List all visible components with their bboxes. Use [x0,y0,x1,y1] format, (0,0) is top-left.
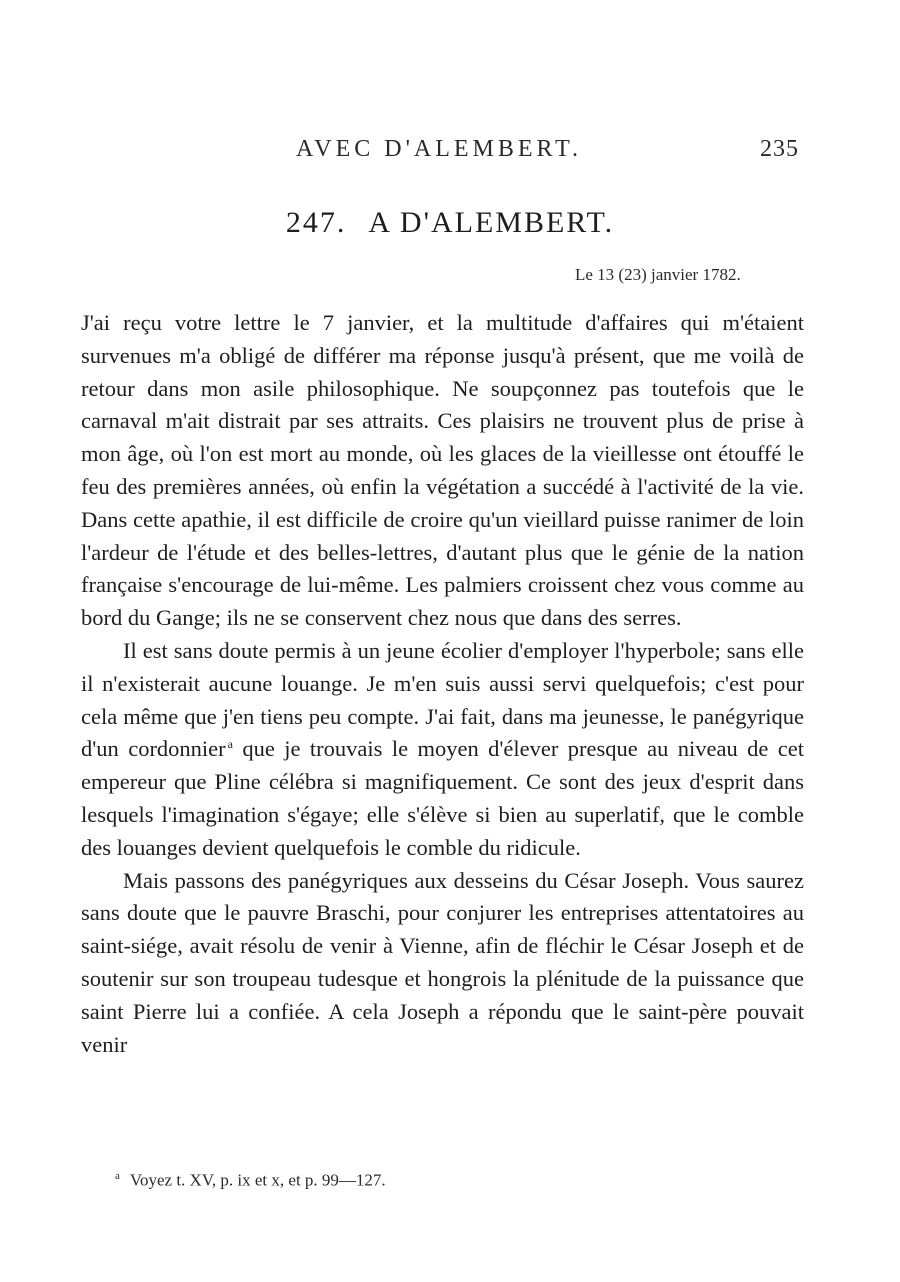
running-title: AVEC D'ALEMBERT. [296,136,582,162]
letter-number: 247. [285,206,347,239]
footnote-reference: a [227,736,233,751]
letter-heading [0,206,900,240]
running-head [0,136,900,166]
paragraph [81,635,804,865]
paragraph: J'ai reçu votre lettre le 7 janvier, et la multitude d'affaires qui m'étaient survenues m'a obligé de différer ma réponse jusqu'à présent, que me voilà de retour dans mon asile philosophique. Ne soupçonnez pas toutefois que le carnaval m'ait distrait par ses attraits. Ces plaisirs ne trouvent plus de prise à mon âge, où l'on est mort au monde, où les glaces de la vieillesse ont étouffé le feu des premières années, où enfin la végétation a succédé à l'activité de la vie. Dans cette apathie, il est difficile de croire qu'un vieillard puisse ranimer de loin l'ardeur de l'étude et des belles-lettres, d'autant plus que le génie de la nation française s'encourage de lui-même. Les palmiers croissent chez vous comme au bord du Gange; ils ne se conservent chez nous que dans des serres. [81,310,804,631]
letter-date: Le 13 (23) janvier 1782. [575,265,741,284]
letter-title: A D'ALEMBERT. [368,206,615,239]
footnote-marker: a [115,1170,120,1182]
paragraph-text: que je trouvais le moyen d'élever presque au niveau de cet empereur que Pline célébra si magnifiquement. Ce sont des jeux d'esprit dans lesquels l'imagination s'égaye; elle s'élève si bien au superlatif, que le comble des louanges devient quelquefois le comble du ridicule. [81,736,805,860]
paragraph: Mais passons des panégyriques aux desseins du César Joseph. Vous saurez sans doute que le pauvre Braschi, pour conjurer les entreprises attentatoires au saint-siége, avait résolu de venir à Vienne, afin de fléchir le César Joseph et de soutenir sur son troupeau tudesque et hongrois la plénitude de la puissance que saint Pierre lui a confiée. A cela Joseph a répondu que le saint-père pouvait venir [81,867,804,1057]
footnote [115,1170,386,1191]
paragraph-text: Il est sans doute permis à un jeune écolier d'employer l'hyperbole; sans elle il n'existerait aucune louange. Je m'en suis aussi servi quelquefois; c'est pour cela même que j'en tiens peu compte. J'ai fait, dans ma jeunesse, le panégyrique d'un cordonnier [81,637,804,762]
footnote-text: Voyez t. XV, p. ix et x, et p. 99—127. [129,1170,386,1190]
page-number: 235 [760,136,799,162]
letter-body [81,307,804,1061]
